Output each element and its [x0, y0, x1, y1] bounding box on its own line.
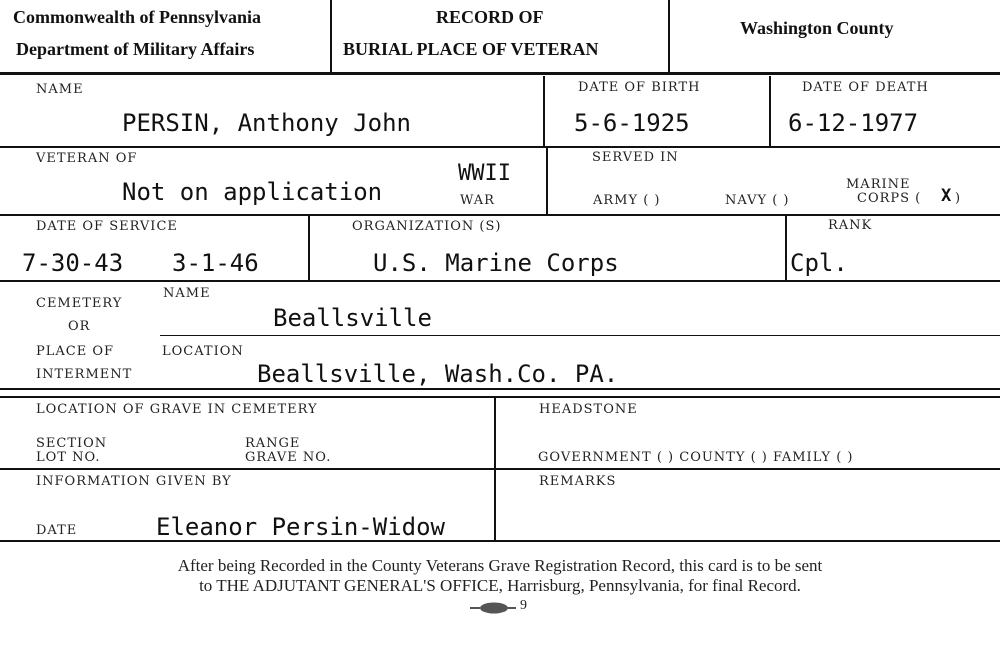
- or-label: OR: [68, 319, 91, 334]
- header-record-of: RECORD OF: [436, 7, 544, 27]
- navy-option: NAVY ( ): [725, 193, 790, 208]
- row3-bottom-rule: [0, 280, 1000, 282]
- war-label: WAR: [460, 193, 495, 208]
- grave-no-label: GRAVE NO.: [245, 450, 332, 465]
- remarks-label: REMARKS: [539, 474, 617, 489]
- header-burial-place: BURIAL PLACE OF VETERAN: [343, 39, 599, 59]
- service-to-value: 3-1-46: [172, 249, 259, 277]
- section-label: SECTION: [36, 436, 108, 451]
- header-divider-1: [330, 0, 332, 72]
- cemetery-name-rule: [160, 335, 1000, 336]
- union-label-icon: [470, 600, 516, 614]
- header-bottom-rule: [0, 72, 1000, 75]
- range-label: RANGE: [245, 436, 301, 451]
- rank-label: RANK: [828, 218, 873, 233]
- header-county: Washington County: [740, 18, 894, 38]
- lot-no-label: LOT NO.: [36, 450, 101, 465]
- row2-bottom-rule: [0, 214, 1000, 216]
- headstone-options: GOVERNMENT ( ) COUNTY ( ) FAMILY ( ): [538, 450, 854, 465]
- date-of-death-label: DATE OF DEATH: [802, 80, 929, 95]
- row1-bottom-rule: [0, 146, 1000, 148]
- name-value: PERSIN, Anthony John: [122, 109, 411, 137]
- cemetery-label: CEMETERY: [36, 296, 123, 311]
- war-value: WWII: [458, 161, 511, 186]
- date-of-service-label: DATE OF SERVICE: [36, 219, 178, 234]
- location-label: LOCATION: [162, 344, 244, 359]
- location-value: Beallsville, Wash.Co. PA.: [257, 360, 619, 388]
- served-in-label: SERVED IN: [592, 150, 679, 165]
- organization-value: U.S. Marine Corps: [373, 249, 619, 277]
- corps-option: CORPS (: [857, 191, 922, 206]
- corps-option-close: ): [955, 191, 962, 206]
- information-given-by-value: Eleanor Persin-Widow: [156, 513, 445, 541]
- army-option: ARMY ( ): [593, 193, 661, 208]
- veteran-of-label: VETERAN OF: [36, 151, 138, 166]
- cemetery-name-value: Beallsville: [273, 304, 432, 332]
- rank-value: Cpl.: [790, 249, 848, 277]
- row3-divider-a: [308, 216, 310, 280]
- row3-divider-b: [785, 216, 787, 280]
- cemetery-name-label: NAME: [163, 286, 211, 301]
- location-of-grave-label: LOCATION OF GRAVE IN CEMETERY: [36, 402, 318, 417]
- header-divider-2: [668, 0, 670, 72]
- name-label: NAME: [36, 82, 84, 97]
- interment-label: INTERMENT: [36, 367, 133, 382]
- location-rule: [0, 396, 1000, 398]
- row1-divider-a: [543, 76, 545, 146]
- veteran-of-value: Not on application: [122, 178, 383, 206]
- grave-bottom-rule: [0, 468, 1000, 470]
- marine-label: MARINE: [846, 177, 911, 192]
- service-from-value: 7-30-43: [22, 249, 124, 277]
- date-of-death-value: 6-12-1977: [788, 109, 919, 137]
- row1-divider-b: [769, 76, 771, 146]
- date-of-birth-value: 5-6-1925: [574, 109, 690, 137]
- marine-corps-mark: X: [941, 186, 952, 206]
- row2-divider: [546, 148, 548, 214]
- footer-instruction-line1: After being Recorded in the County Veterans Grave Registration Record, this card is to be sent: [177, 556, 823, 575]
- header-commonwealth: Commonwealth of Pennsylvania: [13, 7, 262, 27]
- header-department: Department of Military Affairs: [16, 39, 255, 59]
- date-of-birth-label: DATE OF BIRTH: [578, 80, 701, 95]
- organization-label: ORGANIZATION (S): [352, 219, 502, 234]
- place-rule: [0, 388, 1000, 390]
- headstone-label: HEADSTONE: [539, 402, 638, 417]
- date-label: DATE: [36, 523, 78, 538]
- footer-print-code: 9: [520, 598, 527, 613]
- footer-instruction-line2: to THE ADJUTANT GENERAL'S OFFICE, Harrisburg, Pennsylvania, for final Record.: [199, 576, 801, 595]
- info-bottom-rule: [0, 540, 1000, 542]
- place-of-label: PLACE OF: [36, 344, 115, 359]
- information-given-by-label: INFORMATION GIVEN BY: [36, 474, 232, 489]
